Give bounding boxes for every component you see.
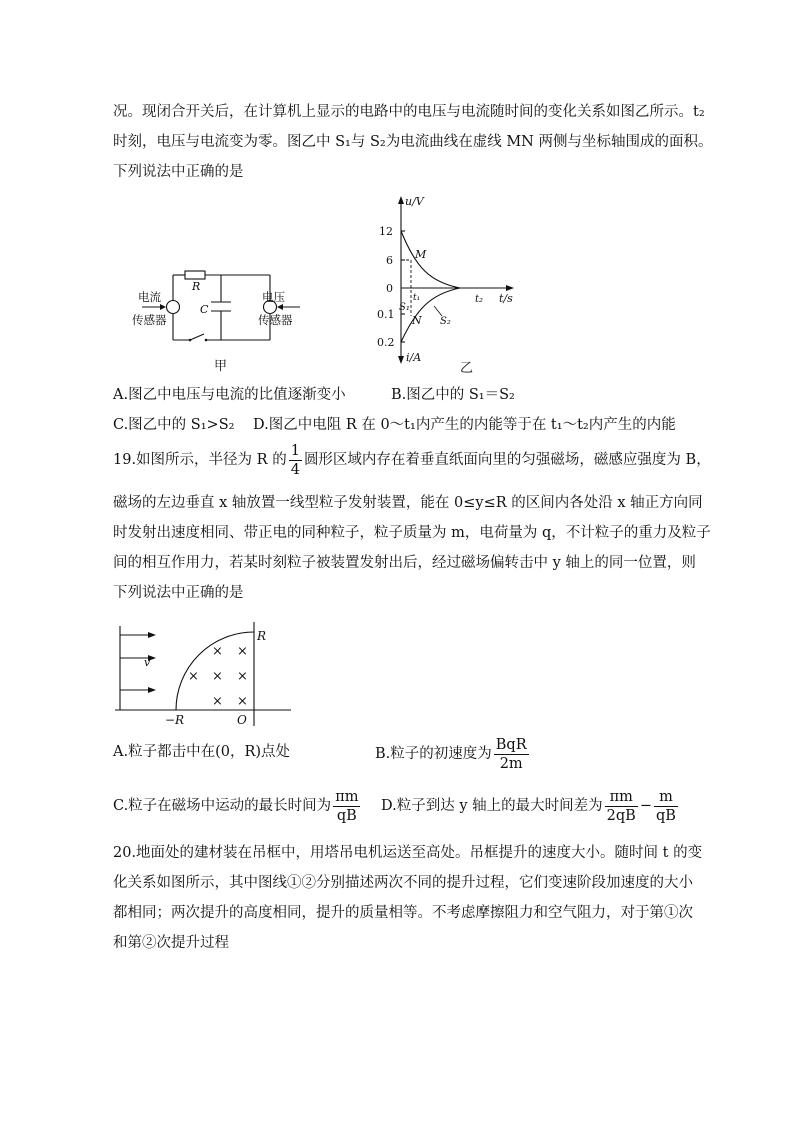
- label-t2: t₂: [475, 294, 484, 305]
- tick-12: 12: [379, 225, 393, 238]
- q19-option-c-text: C.粒子在磁场中运动的最长时间为: [113, 798, 332, 814]
- label-S2: S₂: [440, 316, 451, 327]
- current-sensor-label-1: 电流: [138, 290, 161, 304]
- q18-option-b: B.图乙中的 S₁＝S₂: [391, 387, 515, 403]
- q18-option-c: C.图乙中的 S₁>S₂: [113, 417, 235, 433]
- current-curve: [401, 288, 460, 342]
- q19-option-c: [113, 786, 362, 826]
- fraction-numerator: BqR: [495, 736, 527, 753]
- fraction-initial-velocity: [494, 736, 529, 773]
- q19-text-line-1: [113, 440, 711, 480]
- q18-option-d: D.图乙中电阻 R 在 0～t₁内产生的内能等于在 t₁～t₂内产生的内能: [253, 417, 676, 433]
- fraction-denominator: 2qB: [606, 807, 636, 824]
- switch: [190, 334, 204, 340]
- fraction-numerator: m: [654, 788, 678, 807]
- t-axis-label: t/s: [499, 292, 513, 305]
- voltage-curve: [401, 231, 460, 288]
- q19-option-b: [375, 734, 531, 774]
- cross-mark: ×: [212, 669, 223, 684]
- fraction-numerator: πm: [605, 788, 638, 807]
- fraction-max-time: [333, 788, 360, 825]
- label-negative-R: −R: [165, 713, 185, 727]
- q18-graph-figure: [368, 192, 528, 376]
- tick-0.1: 0.1: [377, 308, 395, 321]
- q20-text-line-1: 20.地面处的建材装在吊框中，用塔吊电机运送至高处。吊框提升的速度大小。随时间 t 的变: [113, 845, 703, 861]
- q18-circuit-figure: [130, 258, 310, 376]
- voltage-sensor-label-2: 传感器: [258, 313, 293, 327]
- label-v: v: [144, 656, 151, 669]
- fraction-denominator: 2m: [499, 755, 523, 772]
- q19-text-line-3: 时发射出速度相同、带正电的同种粒子，粒子质量为 m，电荷量为 q，不计粒子的重力及粒子: [113, 525, 711, 541]
- resistor-R: [185, 271, 205, 279]
- q19-option-a: A.粒子都击中在(0，R)点处: [113, 744, 291, 760]
- fraction-time-diff-1: [605, 788, 638, 825]
- q19-line1-pre: 19.如图所示，半径为 R 的: [113, 452, 287, 468]
- q18-text-line-1: 况。现闭合开关后，在计算机上显示的电路中的电压与电流随时间的变化关系如图乙所示。t₂: [113, 104, 705, 120]
- q20-text-line-2: 化关系如图所示，其中图线①②分别描述两次不同的提升过程，它们变速阶段加速度的大小: [113, 875, 693, 891]
- q19-field-figure: [113, 614, 293, 732]
- figure-caption-yi: 乙: [460, 361, 474, 376]
- quarter-fraction: [289, 442, 302, 479]
- q19-text-line-5: 下列说法中正确的是: [113, 585, 244, 601]
- cross-mark: ×: [237, 644, 248, 659]
- label-N: N: [412, 314, 422, 327]
- label-R-top: R: [257, 629, 267, 643]
- fraction-numerator: 1: [290, 442, 300, 459]
- q20-text-line-4: 和第②次提升过程: [113, 935, 229, 951]
- q18-option-a: A.图乙中电压与电流的比值逐渐变小: [113, 387, 346, 403]
- fraction-numerator: πm: [335, 788, 359, 805]
- cross-mark: ×: [188, 669, 199, 684]
- label-C: C: [200, 303, 209, 316]
- label-S1: S₁: [399, 302, 410, 313]
- fraction-denominator: qB: [336, 807, 357, 824]
- label-t1: t₁: [413, 293, 421, 303]
- fraction-time-diff-2: [654, 788, 678, 825]
- cross-mark: ×: [212, 694, 223, 709]
- q19-line1-post: 圆形区域内存在着垂直纸面向里的匀强磁场，磁感应强度为 B，: [303, 452, 711, 468]
- tick-0: 0: [386, 282, 393, 295]
- label-M: M: [415, 248, 427, 261]
- q19-option-d: [381, 786, 680, 826]
- label-origin-O: O: [237, 713, 247, 727]
- q19-text-line-2: 磁场的左边垂直 x 轴放置一线型粒子发射装置，能在 0≤y≤R 的区间内各处沿 x 轴正方向同: [113, 495, 703, 511]
- q18-text-line-3: 下列说法中正确的是: [113, 164, 244, 180]
- q19-option-b-text: B.粒子的初速度为: [375, 746, 492, 762]
- u-axis-label: u/V: [405, 195, 424, 208]
- i-axis-label: i/A: [406, 351, 422, 364]
- q18-text-line-2: 时刻，电压与电流变为零。图乙中 S₁与 S₂为电流曲线在虚线 MN 两侧与坐标轴围成的面积。: [113, 134, 713, 150]
- q20-text-line-3: 都相同；两次提升的高度相同，提升的质量相等。不考虑摩擦阻力和空气阻力，对于第①次: [113, 905, 693, 921]
- fraction-denominator: qB: [655, 807, 676, 824]
- q19-text-line-4: 间的相互作用力，若某时刻粒子被装置发射出后，经过磁场偏转击中 y 轴上的同一位置，则: [113, 555, 696, 571]
- fraction-denominator: 4: [290, 461, 300, 478]
- minus-sign: −: [639, 798, 652, 814]
- current-sensor-label-2: 传感器: [132, 313, 167, 327]
- voltage-sensor-label-1: 电压: [262, 290, 285, 304]
- figure-caption-jia: 甲: [214, 359, 228, 374]
- cross-mark: ×: [237, 694, 248, 709]
- cross-mark: ×: [237, 669, 248, 684]
- current-sensor-circle: [167, 301, 180, 314]
- tick-0.2: 0.2: [377, 336, 395, 349]
- q19-option-d-text: D.粒子到达 y 轴上的最大时间差为: [381, 798, 603, 814]
- tick-6: 6: [386, 254, 393, 267]
- cross-mark: ×: [212, 644, 223, 659]
- label-R: R: [192, 280, 201, 293]
